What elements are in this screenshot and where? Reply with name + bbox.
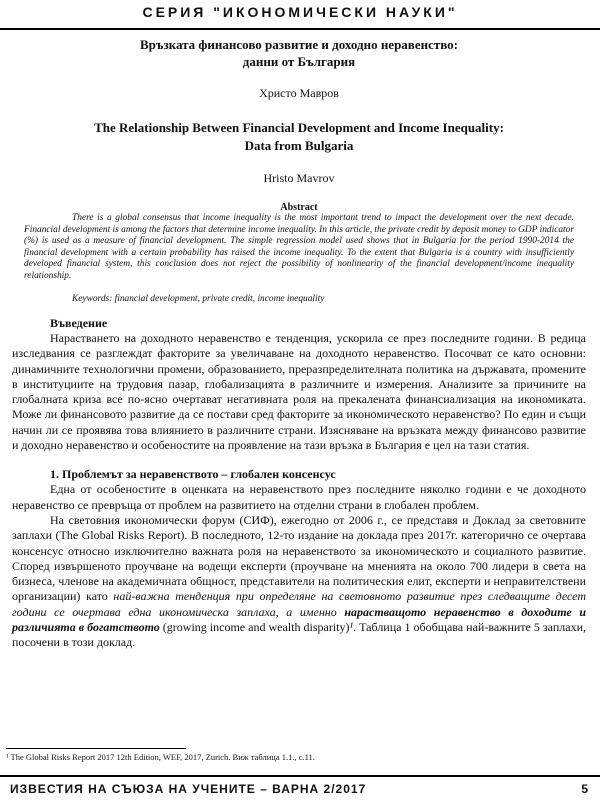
footnote-rule xyxy=(6,748,186,749)
title-bulgarian xyxy=(12,36,586,70)
p2-text2: (growing income and wealth disparity) xyxy=(159,620,350,635)
footnote-ref[interactable]: ¹ xyxy=(349,620,354,635)
abstract-heading: Abstract xyxy=(280,202,318,213)
author-bulgarian: Христо Мавров xyxy=(259,86,339,100)
p2-text3: . Таблица 1 обобщава най-важните 5 заплахи, посочени в този доклад. xyxy=(12,620,586,650)
section1-heading: 1. Проблемът за неравенството – глобален консенсус xyxy=(50,467,336,482)
footnote: ¹ The Global Risks Report 2017 12th Edition, WEF, 2017, Zurich. Виж таблица 1.1., с.11. xyxy=(6,752,315,762)
keywords: Keywords: financial development, private credit, income inequality xyxy=(72,294,325,304)
series-title: СЕРИЯ "ИКОНОМИЧЕСКИ НАУКИ" xyxy=(142,4,458,20)
p2-text1: На световния икономически форум (СИФ), ежегодно от 2006 г., се представя и Доклад за световните заплахи (The Global Risks Report). В последното, 12-то издание на доклада през 2017г. категорично се очертава консенсус относно изключително важната роля на неравенството за икономическото и социалното развитие. Според извършеното проучване на водещи експерти (проучване на мненията на около 700 лидери в света на бизнеса, членове на академичната общност, представители на политическия елит, експерти и неправителствени организации) като xyxy=(12,512,586,604)
title-en-line2: Data from Bulgaria xyxy=(244,138,354,153)
intro-paragraph: Нарастването на доходното неравенство е тенденция, ускорила се през последните години. В редица изследвания се разглеждат факторите за увеличаване на доходното неравенство. Посочват се като основни: динамичните технологични промени, образованието, преразпределителната политика на държавата, промените в институциите на трудовия пазар, глобализацията в различните и измерения. Анализите за причините на глобалната криза все по-ясно очертават негативната роля на прекалената финансиализация на икономиката. Може ли финансовото развитие да се постави сред факторите за икономическото неравенство? По един и същи начин ли се проявява това влиянието в различните страни. Изясняване на връзката между финансово развитие и доходно неравенство и особеностите на проявление на тази връзка в България е цел на тази статия. xyxy=(12,331,586,453)
author-english: Hristo Mavrov xyxy=(263,171,335,185)
series-header xyxy=(0,0,600,30)
p2-bold-italic: нарастващото неравенство в доходите и различията в богатството xyxy=(12,604,586,635)
abstract-text: There is a global consensus that income inequality is the most important trend to impact the development over the next decade. Financial development is among the factors that determine income inequality. In this article, the private credit by deposit money to GDP indicator (%) is used as a measure of financial development. The simple regression model used shows that in Bulgaria for the period 1990-2014 the financial development with a certain probability has raised the income inequality. To the extent that Bulgaria is a country with insufficiently developed financial system, this conclusion does not reject the possibility of nonlinearity of the financial development/income inequality relationship. xyxy=(24,213,574,281)
section1-paragraph1: Една от особеностите в оценката на неравенството през последните няколко години е че доходното неравенство се превръща от проблем на развитието на отделни страни в глобален проблем. xyxy=(12,482,586,512)
p2-italic1: най-важна тенденция при определяне на световното развитие през следващите десет години се очертава една икономическа заплаха, а именно xyxy=(12,589,586,619)
page-footer xyxy=(0,775,600,802)
section1-paragraph2 xyxy=(12,513,586,651)
journal-title: ИЗВЕСТИЯ НА СЪЮЗА НА УЧЕНИТЕ – ВАРНА 2/2017 xyxy=(10,782,367,796)
title-english xyxy=(12,119,586,155)
article-content xyxy=(12,36,586,651)
title-en-line1: The Relationship Between Financial Development and Income Inequality: xyxy=(94,120,504,135)
page-number: 5 xyxy=(581,782,588,796)
title-bg-line1: Връзката финансово развитие и доходно неравенство: xyxy=(139,37,459,52)
intro-heading: Въведение xyxy=(50,316,108,330)
title-bg-line2: данни от България xyxy=(242,54,356,69)
